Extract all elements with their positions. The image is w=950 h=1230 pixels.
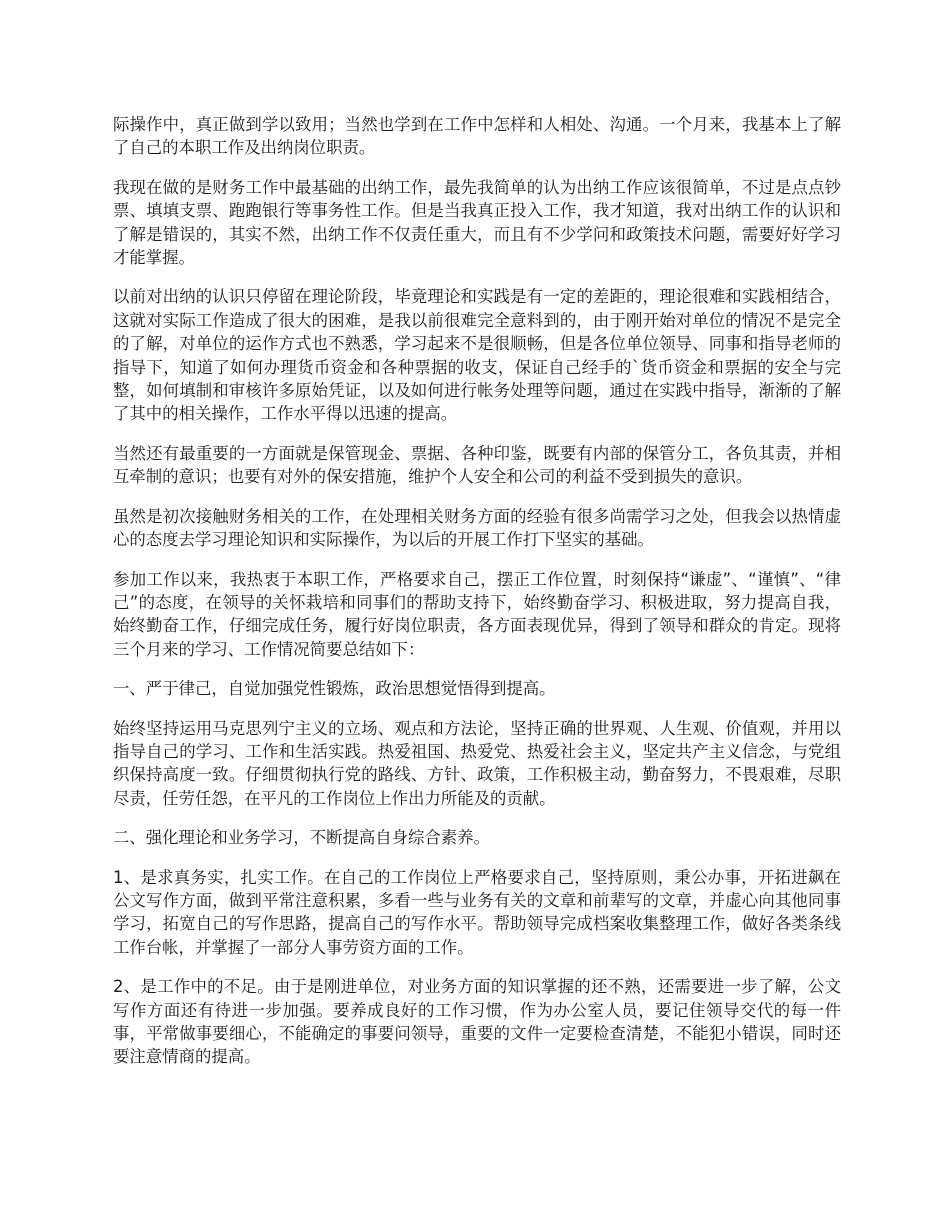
paragraph-8: 1、是求真务实，扎实工作。在自己的工作岗位上严格要求自己，坚持原则，秉公办事，开拓进飙在公文写作方面，做到平常注意积累，多看一些与业务有关的文章和前辈写的文章，并虚心向其他同事学习，拓宽自己的写作思路，提高自己的写作水平。帮助领导完成档案收集整理工作，做好各类条线工作台帐，并掌握了一部分人事劳资方面的工作。	[113, 867, 841, 957]
paragraph-3: 以前对出纳的认识只停留在理论阶段，毕竟理论和实践是有一定的差距的，理论很难和实践相结合，这就对实际工作造成了很大的困难，是我以前很难完全意料到的，由于刚开始对单位的情况不是完全的了解，对单位的运作方式也不熟悉，学习起来不是很顺畅，但是各位单位领导、同事和指导老师的指导下，知道了如何办理货币资金和各种票据的收支，保证自己经手的`货币资金和票据的安全与完整，如何填制和审核许多原始凭证，以及如何进行帐务处理等问题，通过在实践中指导，渐渐的了解了其中的相关操作，工作水平得以迅速的提高。	[113, 287, 841, 424]
document-page	[113, 113, 841, 1085]
paragraph-7: 始终坚持运用马克思列宁主义的立场、观点和方法论，坚持正确的世界观、人生观、价值观，并用以指导自己的学习、工作和生活实践。热爱祖国、热爱党、热爱社会主义，坚定共产主义信念，与党组织保持高度一致。仔细贯彻执行党的路线、方针、政策，工作积极主动，勤奋努力，不畏艰难，尽职尽责，任劳任怨，在平凡的工作岗位上作出力所能及的贡献。	[113, 718, 841, 808]
section-heading-1: 一、严于律己，自觉加强党性锻炼，政治思想觉悟得到提高。	[113, 679, 556, 699]
paragraph-2: 我现在做的是财务工作中最基础的出纳工作，最先我简单的认为出纳工作应该很简单，不过是点点钞票、填填支票、跑跑银行等事务性工作。但是当我真正投入工作，我才知道，我对出纳工作的认识和了解是错误的，其实不然，出纳工作不仅责任重大，而且有不少学问和政策技术问题，需要好好学习才能掌握。	[113, 177, 841, 268]
paragraph-4: 当然还有最重要的一方面就是保管现金、票据、各种印鉴，既要有内部的保管分工，各负其责，并相互牵制的意识；也要有对外的保安措施，维护个人安全和公司的利益不受到损失的意识。	[113, 443, 841, 487]
paragraph-6: 参加工作以来，我热衷于本职工作，严格要求自己，摆正工作位置，时刻保持“谦虚”、“谨慎”、“律己”的态度，在领导的关怀栽培和同事们的帮助支持下，始终勤奋学习、积极进取，努力提高自我，始终勤奋工作，仔细完成任务，履行好岗位职责，各方面表现优异，得到了领导和群众的肯定。现将三个月来的学习、工作情况简要总结如下：	[113, 569, 841, 659]
paragraph-9: 2、是工作中的不足。由于是刚进单位，对业务方面的知识掌握的还不熟，还需要进一步了解，公文写作方面还有待进一步加强。要养成良好的工作习惯，作为办公室人员，要记住领导交代的每一件事，平常做事要细心，不能确定的事要问领导，重要的文件一定要检查清楚，不能犯小错误，同时还要注意情商的提高。	[113, 977, 841, 1067]
section-heading-2: 二、强化理论和业务学习，不断提高自身综合素养。	[113, 828, 490, 848]
paragraph-1: 际操作中，真正做到学以致用；当然也学到在工作中怎样和人相处、沟通。一个月来，我基本上了解了自己的本职工作及出纳岗位职责。	[113, 115, 841, 158]
paragraph-5: 虽然是初次接触财务相关的工作，在处理相关财务方面的经验有很多尚需学习之处，但我会以热情虚心的态度去学习理论知识和实际操作，为以后的开展工作打下坚实的基础。	[113, 506, 841, 550]
